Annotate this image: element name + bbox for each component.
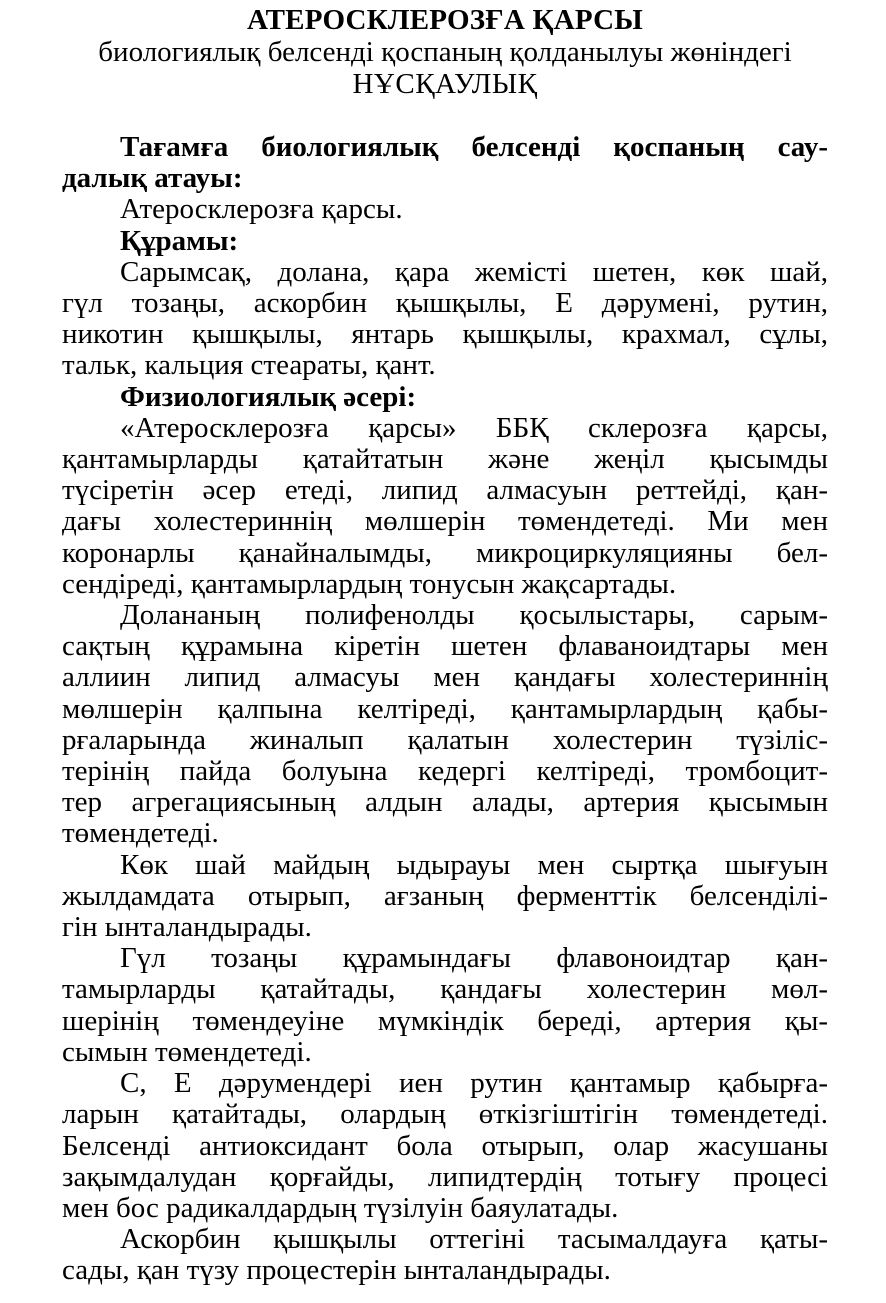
body-text-line: «Атеросклерозға қарсы» ББҚ склерозға қарсы, <box>120 412 828 444</box>
body-text-line: терінің пайда болуына кедергі келтіреді, тромбоцит- <box>62 756 828 788</box>
body-text-line: Аскорбин қышқылы оттегіні тасымалдауға қаты- <box>120 1224 828 1256</box>
body-text-line: аллиин липид алмасуы мен қандағы холестериннің <box>62 662 828 694</box>
body-text-line: Долананың полифенолды қосылыстары, сарым- <box>120 600 828 632</box>
body-text-line: Атеросклерозға қарсы. <box>120 194 403 226</box>
body-text-line: төмендетеді. <box>62 818 219 850</box>
body-text-line: сады, қан түзу процестерін ынталандырады. <box>62 1255 611 1287</box>
section-heading-line: Физиологиялық әсері: <box>120 381 417 413</box>
body-text-line: тамырларды қатайтады, қандағы холестерин мөл- <box>62 974 828 1006</box>
body-text-line: сымын төмендетеді. <box>62 1036 312 1068</box>
body-text-line: түсіретін әсер етеді, липид алмасуын реттейді, қан- <box>62 475 828 507</box>
body-text-line: Көк шай майдың ыдырауы мен сыртқа шығуын <box>120 849 828 881</box>
body-text-line: тальк, кальция стеараты, қант. <box>62 350 436 382</box>
section-heading-line: Құрамы: <box>120 225 239 257</box>
body-text-line: Сарымсақ, долана, қара жемісті шетен, көк шай, <box>120 256 828 288</box>
body-text-line: сендіреді, қантамырлардың тонусын жақсартады. <box>62 568 677 600</box>
body-text-line: коронарлы қанайналымды, микроциркуляцияны бел- <box>62 537 828 569</box>
document-type: НҰСҚАУЛЫҚ <box>352 68 538 100</box>
document-page <box>62 0 828 1287</box>
document-title: АТЕРОСКЛЕРОЗҒА ҚАРСЫ <box>247 4 643 36</box>
body-text-line: тер агрегациясының алдын алады, артерия қысымын <box>62 787 828 819</box>
body-text-line: мөлшерін қалпына келтіреді, қантамырлардың қабы- <box>62 693 828 725</box>
section-heading-line: Тағамға биологиялық белсенді қоспаның сау- <box>120 132 828 163</box>
body-text-line: Белсенді антиоксидант бола отырып, олар жасушаны <box>62 1130 828 1162</box>
body-text-line: гін ынталандырады. <box>62 912 312 944</box>
body-text-line: шерінің төмендеуіне мүмкіндік береді, артерия қы- <box>62 1005 828 1037</box>
body-text-line: рғаларында жиналып қалатын холестерин түзіліс- <box>62 724 828 756</box>
body-text-line: сақтың құрамына кіретін шетен флаваноидтары мен <box>62 631 828 663</box>
body-text-line: никотин қышқылы, янтарь қышқылы, крахмал, сұлы, <box>62 319 828 351</box>
body-text-line: Гүл тозаңы құрамындағы флавоноидтар қан- <box>120 943 828 975</box>
body-text-line: мен бос радикалдардың түзілуін баяулатады. <box>62 1192 619 1224</box>
section-heading-line: далық атауы: <box>62 163 243 195</box>
body-text-line: зақымдалудан қорғайды, липидтердің тотығу процесі <box>62 1161 828 1193</box>
body-text-line: ларын қатайтады, олардың өткізгіштігін төмендетеді. <box>62 1099 828 1131</box>
body-text-line: С, Е дәрумендері иен рутин қантамыр қабырға- <box>120 1068 828 1100</box>
document-body <box>62 132 828 1287</box>
body-text-line: жылдамдата отырып, ағзаның ферменттік белсенділі- <box>62 880 828 912</box>
body-text-line: гүл тозаңы, аскорбин қышқылы, Е дәрумені, рутин, <box>62 288 828 320</box>
body-text-line: дағы холестериннің мөлшерін төмендетеді. Ми мен <box>62 506 828 538</box>
document-subtitle: биологиялық белсенді қоспаның қолданылуы жөніндегі <box>98 36 792 68</box>
body-text-line: қантамырларды қатайтатын және жеңіл қысымды <box>62 444 828 476</box>
